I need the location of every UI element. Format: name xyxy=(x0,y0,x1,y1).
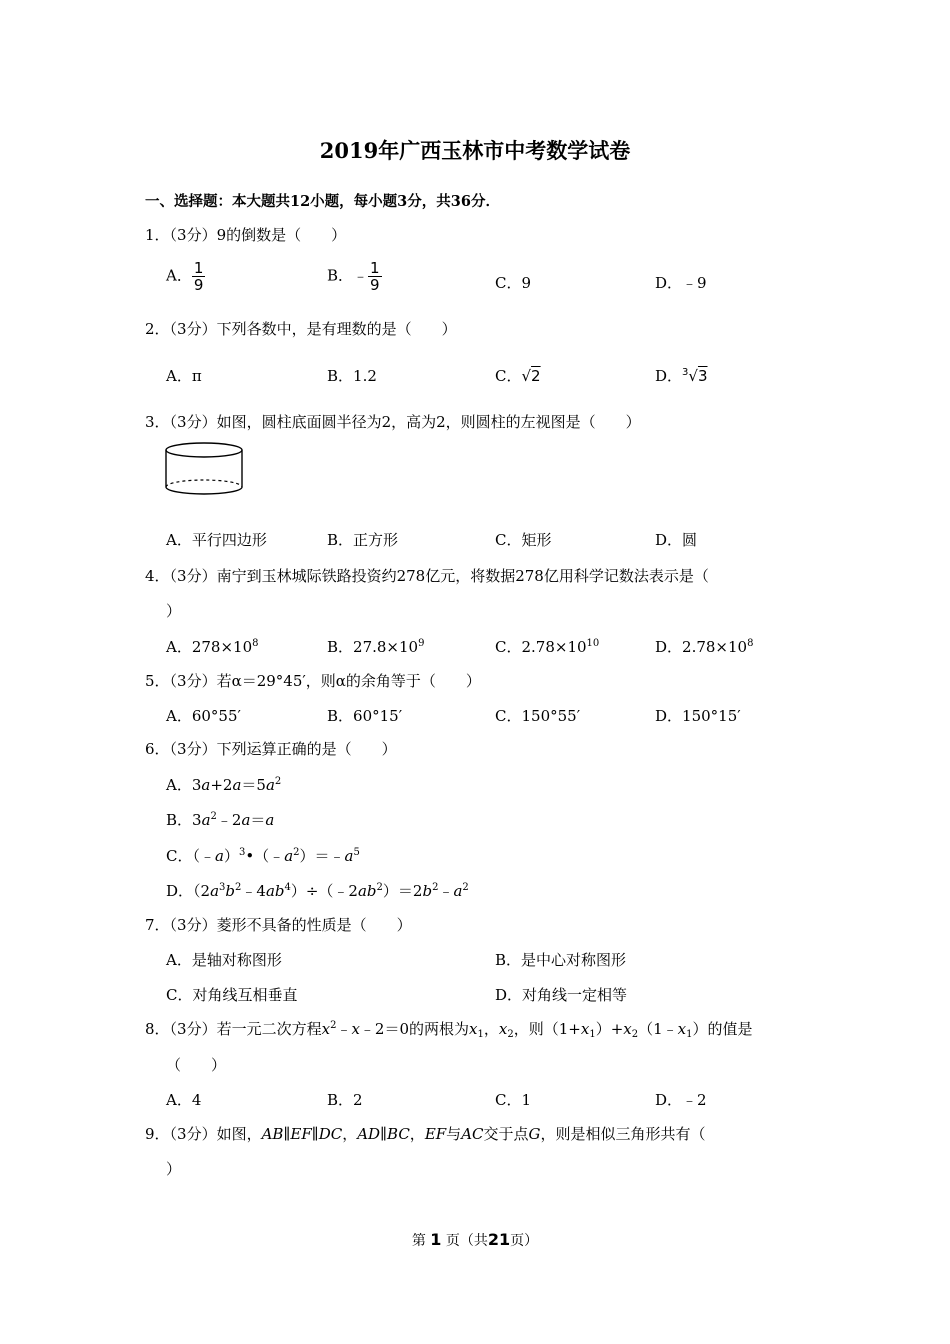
cube-root-symbol: $^3$√3 xyxy=(682,367,708,385)
q6-option-c: C．$(﹣a)^3•(﹣a^2)=﹣a^5$ xyxy=(166,847,360,865)
fraction: $\frac{1}{9}$ xyxy=(193,259,204,294)
question-7-stem: 7．（3分）菱形不具备的性质是（ ） xyxy=(145,916,412,934)
q1-option-b: B．﹣ $\frac{1}{9}$ xyxy=(327,259,380,294)
cylinder-bottom-hidden xyxy=(166,480,242,487)
q5-option-a: A．60°55′ xyxy=(166,707,241,725)
fraction: $\frac{1}{9}$ xyxy=(370,259,380,294)
q2-option-b: B．1.2 xyxy=(327,367,377,385)
cylinder-top xyxy=(166,443,242,457)
total-pages: 21 xyxy=(487,1230,511,1249)
q7-option-c: C．对角线互相垂直 xyxy=(166,986,298,1004)
cylinder-bottom-front xyxy=(166,487,242,494)
section-heading: 一、选择题：本大题共12小题，每小题3分，共36分． xyxy=(145,193,500,210)
q1-option-a: A． $\frac{1}{9}$ xyxy=(166,259,204,294)
q3-option-d: D．圆 xyxy=(655,531,698,549)
q3-option-a: A．平行四边形 xyxy=(166,531,267,549)
cylinder-figure xyxy=(160,438,250,500)
q7-option-b: B．是中心对称图形 xyxy=(495,951,627,969)
question-4-stem-cont: ） xyxy=(166,602,182,620)
q1-option-c: C．9 xyxy=(495,274,532,292)
q1-option-d: D．﹣9 xyxy=(655,274,707,292)
q4-option-d: D．$2.78\times 10^8$ xyxy=(655,638,754,656)
q4-option-c: C．$2.78\times 10^{10}$ xyxy=(495,638,600,656)
q6-option-a: A．$3a+2a=5a^2$ xyxy=(166,776,282,794)
q8-option-a: A．4 xyxy=(166,1091,202,1109)
q5-option-c: C．150°55′ xyxy=(495,707,581,725)
q4-option-a: A．$278\times 10^8$ xyxy=(166,638,259,656)
question-3-stem: 3．（3分）如图，圆柱底面圆半径为2，高为2，则圆柱的左视图是（ ） xyxy=(145,413,641,431)
question-5-stem: 5．（3分）若α＝29°45′，则α的余角等于（ ） xyxy=(145,672,481,690)
q2-option-c: C．√2 xyxy=(495,367,541,385)
question-9-stem-cont: ） xyxy=(166,1160,182,1178)
page-footer: 第 1 页（共21页） xyxy=(411,1230,539,1249)
question-4-stem: 4．（3分）南宁到玉林城际铁路投资约278亿元，将数据278亿用科学记数法表示是（ xyxy=(145,567,709,585)
sqrt-symbol: √2 xyxy=(521,367,541,385)
question-2-stem: 2．（3分）下列各数中，是有理数的是（ ） xyxy=(145,320,457,338)
question-1-stem: 1．（3分）9的倒数是（ ） xyxy=(145,226,347,244)
current-page: 1 xyxy=(430,1230,442,1249)
question-6-stem: 6．（3分）下列运算正确的是（ ） xyxy=(145,740,397,758)
q2-option-a: A．π xyxy=(166,367,202,385)
q6-option-d: D．$(2a^3b^2﹣4ab^4)\div(﹣2ab^2)=2b^2﹣a^2$ xyxy=(166,882,469,900)
q3-option-b: B．正方形 xyxy=(327,531,399,549)
q4-option-b: B．$27.8\times 10^9$ xyxy=(327,638,425,656)
question-8-stem-cont: （ ） xyxy=(166,1056,227,1074)
question-9-stem: 9．（3分）如图，AB∥EF∥DC，AD∥BC，EF与AC交于点G，则是相似三角形共有（ xyxy=(145,1125,706,1143)
question-8-stem: 8．（3分）若一元二次方程$x^2﹣x﹣2=0$的两根为$x_1$，$x_2$，则$(1+x_1)+x_2(1﹣x_1)$的值是 xyxy=(145,1020,753,1040)
q7-option-a: A．是轴对称图形 xyxy=(166,951,282,969)
q3-option-c: C．矩形 xyxy=(495,531,552,549)
q8-option-c: C．1 xyxy=(495,1091,532,1109)
q8-option-b: B．2 xyxy=(327,1091,363,1109)
q7-option-d: D．对角线一定相等 xyxy=(495,986,628,1004)
q6-option-b: B．$3a^2﹣2a=a$ xyxy=(166,811,275,829)
page-title: 2019年广西玉林市中考数学试卷 xyxy=(319,138,631,163)
q8-option-d: D．﹣2 xyxy=(655,1091,707,1109)
q5-option-b: B．60°15′ xyxy=(327,707,403,725)
q2-option-d: D．$^3$√3 xyxy=(655,367,708,385)
q5-option-d: D．150°15′ xyxy=(655,707,741,725)
